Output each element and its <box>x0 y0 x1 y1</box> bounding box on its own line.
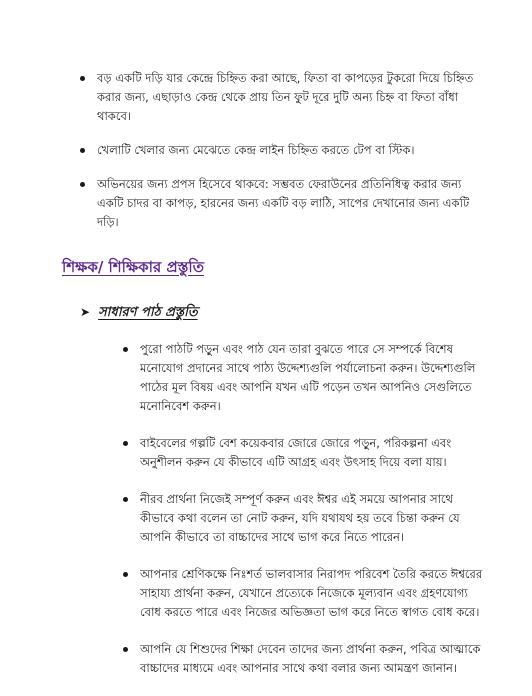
list-item-text: আপনার শ্রেণিকক্ষে নিঃশর্ত ভালবাসার নিরাপদ পরিবেশ তৈরি করতে ঈশ্বরের সাহায্য প্রার্থনা করুন, যেখানে প্রত্যেকে নিজেকে মূল্যবান এবং গ্রহণযোগ্য বোধ করতে পারে এবং নিজের অভিজ্ঞতা ভাগ করে নিতে স্বাগত বোধ করে। <box>140 567 483 619</box>
bullet-icon <box>123 647 128 652</box>
list-item-text: বাইবেলের গল্পটি বেশ কয়েকবার জোরে জোরে পড়ুন, পরিকল্পনা এবং অনুশীলন করুন যে কীভাবে এটি আগ্রহ এবং উৎসাহ দিয়ে বলা যায়। <box>140 436 452 469</box>
bullet-icon <box>80 182 85 187</box>
list-item <box>97 69 477 126</box>
list-item-text: অভিনয়ের জন্য প্রপস হিসেবে থাকবে: সম্ভবত ফেরাউনের প্রতিনিধিত্ব করার জন্য একটি চাদর বা কাপড়, হারনের জন্য একটি বড় লাঠি, সাপের দেখানোর জন্য একটি দড়ি। <box>97 177 470 229</box>
bullet-icon <box>123 441 128 446</box>
section-title: শিক্ষক/ শিক্ষিকার প্রস্তুতি <box>62 258 204 276</box>
bullet-icon <box>80 76 85 81</box>
subsection-title-text: সাধারণ পাঠ প্রস্তুতি <box>98 305 198 320</box>
list-item <box>140 490 485 547</box>
list-item <box>97 175 477 232</box>
list-item-text: আপনি যে শিশুদের শিক্ষা দেবেন তাদের জন্য প্রার্থনা করুন, পবিত্র আত্মাকে বাচ্চাদের মাধ্যমে এবং আপনার সাথে কথা বলার জন্য আমন্ত্রণ জানান। <box>140 642 481 675</box>
list-item <box>97 141 477 160</box>
lesson-prep-list <box>140 340 485 696</box>
bullet-icon <box>80 148 85 153</box>
list-item-text: খেলাটি খেলার জন্য মেঝেতে কেন্দ্র লাইন চিহ্নিত করতে টেপ বা স্টিক। <box>97 143 415 157</box>
list-item <box>140 434 485 472</box>
list-item-text: বড় একটি দড়ি যার কেন্দ্রে চিহ্নিত করা আছে, ফিতা বা কাপড়ের টুকরো দিয়ে চিহ্নিত করার জন্য, এছাড়াও কেন্দ্র থেকে প্রায় তিন ফুট দূরে দুটি অন্য চিহ্ন বা ফিতা বাঁধা থাকবে। <box>97 71 474 123</box>
subsection-title <box>80 303 198 324</box>
bullet-icon <box>123 497 128 502</box>
bullet-icon <box>123 347 128 352</box>
bullet-icon <box>123 572 128 577</box>
list-item <box>140 640 485 678</box>
list-item <box>140 565 485 622</box>
list-item <box>140 340 485 416</box>
list-item-text: নীরব প্রার্থনা নিজেই সম্পূর্ণ করুন এবং ঈশ্বর এই সময়ে আপনার সাথে কীভাবে কথা বলেন তা নোট করুন, যদি যথাযথ হয় তবে চিন্তা করুন যে আপনি কীভাবে তা বাচ্চাদের সাথে ভাগ করে নিতে পারেন। <box>140 492 460 544</box>
list-item-text: পুরো পাঠটি পড়ুন এবং পাঠ যেন তারা বুঝতে পারে সে সম্পর্কে বিশেষ মনোযোগ প্রদানের সাথে পাঠ্য উদ্দেশ্যগুলি পর্যালোচনা করুন। উদ্দেশ্যগুলি পাঠের মূল বিষয় এবং আপনি যখন এটি পড়েন তখন আপনিও সেগুলিতে মনোনিবেশ করুন। <box>140 342 476 413</box>
arrow-bullet-icon: ➤ <box>80 305 91 319</box>
materials-list <box>97 69 477 247</box>
